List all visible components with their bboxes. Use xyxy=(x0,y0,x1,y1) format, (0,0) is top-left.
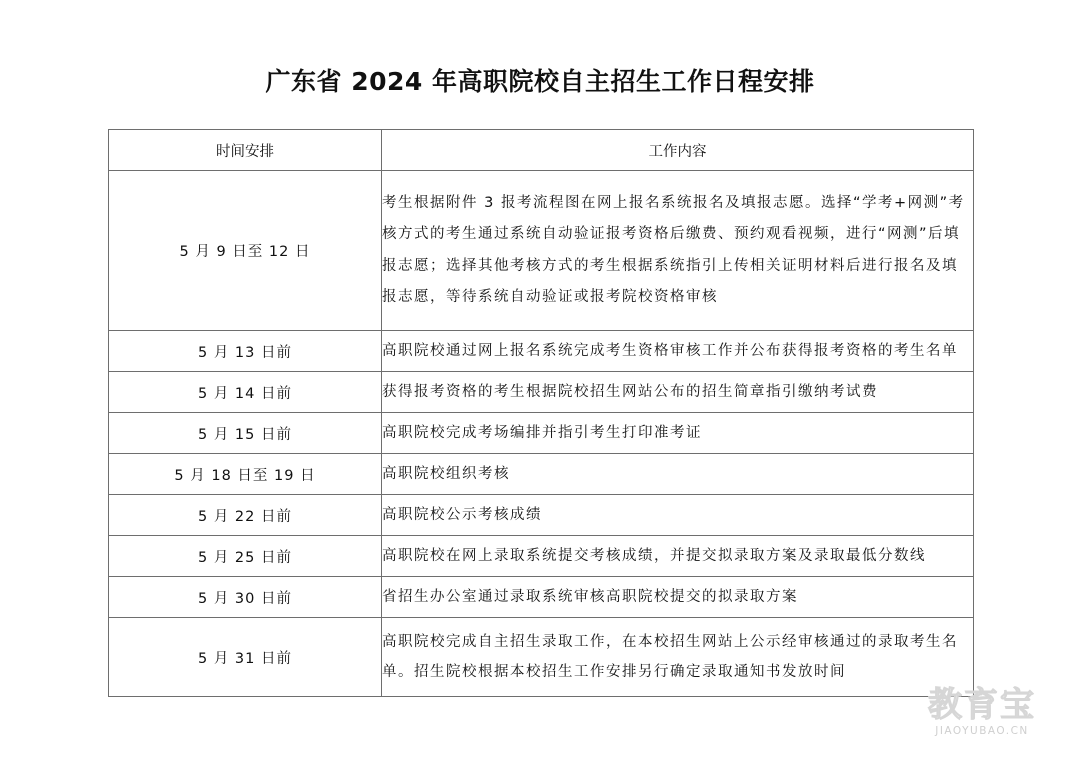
row-time: 5 月 13 日前 xyxy=(109,331,382,372)
header-content: 工作内容 xyxy=(382,130,974,171)
row-content: 高职院校通过网上报名系统完成考生资格审核工作并公布获得报考资格的考生名单 xyxy=(382,331,974,372)
table-row xyxy=(109,577,974,618)
row-time: 5 月 31 日前 xyxy=(109,618,382,697)
row-content: 高职院校在网上录取系统提交考核成绩，并提交拟录取方案及录取最低分数线 xyxy=(382,536,974,577)
table-row xyxy=(109,372,974,413)
table-row xyxy=(109,495,974,536)
row-content: 高职院校完成自主招生录取工作，在本校招生网站上公示经审核通过的录取考生名单。招生院校根据本校招生工作安排另行确定录取通知书发放时间 xyxy=(382,618,974,697)
row-time: 5 月 22 日前 xyxy=(109,495,382,536)
table-header-row xyxy=(109,130,974,171)
row-content: 考生根据附件 3 报考流程图在网上报名系统报名及填报志愿。选择“学考+网测”考核方式的考生通过系统自动验证报考资格后缴费、预约观看视频，进行“网测”后填报志愿；选择其他考核方式的考生根据系统指引上传相关证明材料后进行报名及填报志愿，等待系统自动验证或报考院校资格审核 xyxy=(382,171,974,331)
watermark-main-text: 教育宝 xyxy=(928,685,1036,725)
row-content: 省招生办公室通过录取系统审核高职院校提交的拟录取方案 xyxy=(382,577,974,618)
table-row xyxy=(109,171,974,331)
row-time: 5 月 30 日前 xyxy=(109,577,382,618)
row-content: 获得报考资格的考生根据院校招生网站公布的招生简章指引缴纳考试费 xyxy=(382,372,974,413)
watermark-logo xyxy=(902,686,1062,738)
row-content: 高职院校公示考核成绩 xyxy=(382,495,974,536)
row-time: 5 月 15 日前 xyxy=(109,413,382,454)
row-content: 高职院校完成考场编排并指引考生打印准考证 xyxy=(382,413,974,454)
table-row xyxy=(109,536,974,577)
row-time: 5 月 14 日前 xyxy=(109,372,382,413)
schedule-table xyxy=(108,129,974,697)
row-time: 5 月 9 日至 12 日 xyxy=(109,171,382,331)
table-row xyxy=(109,454,974,495)
row-content: 高职院校组织考核 xyxy=(382,454,974,495)
header-time: 时间安排 xyxy=(109,130,382,171)
watermark-sub-text: JIAOYUBAO.CN xyxy=(935,725,1029,737)
row-time: 5 月 25 日前 xyxy=(109,536,382,577)
row-time: 5 月 18 日至 19 日 xyxy=(109,454,382,495)
table-row xyxy=(109,618,974,697)
table-row xyxy=(109,413,974,454)
document-title: 广东省 2024 年高职院校自主招生工作日程安排 xyxy=(265,67,815,96)
table-row xyxy=(109,331,974,372)
